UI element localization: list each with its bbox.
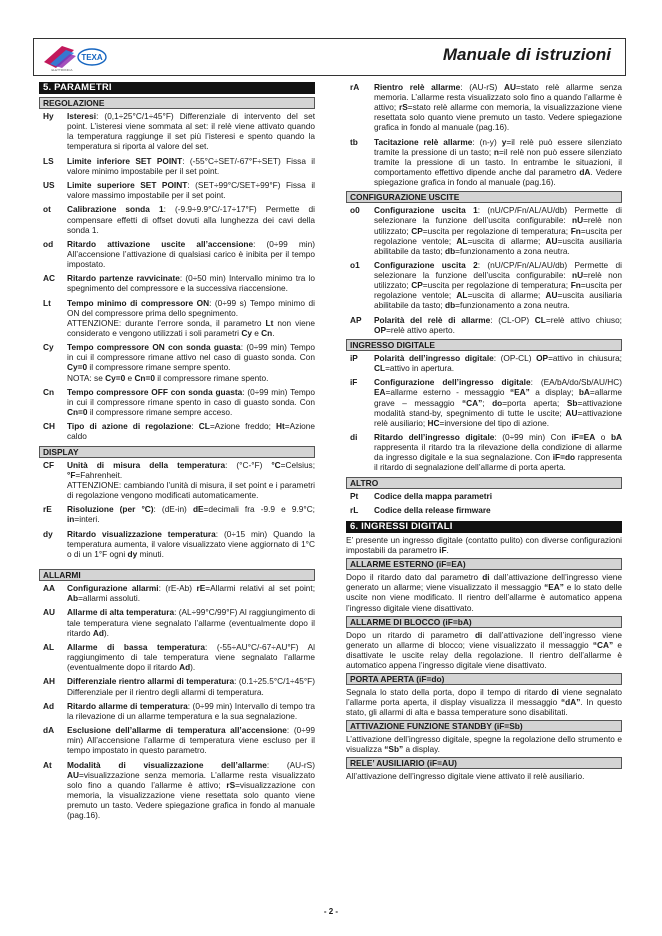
param-hy: Hy Isteresi: (0,1÷25°C/1÷45°F) Differenziale di intervento del set point. L’isteresi viene sommata al set: il relè viene attivato quando la temperatura raggiunge il set più l’isteresi e spento quando la temperatura si riporta al valore del set. bbox=[43, 111, 315, 152]
block-ba-text: Dopo un ritardo di parametro di dall’attivazione dell’ingresso viene generato un allarme di blocco; viene visualizzato il messaggio “CA” e disattivate le uscite relay della regolazione. Il rientro dell’allarme è automatico appena l’ingresso digitale viene disattivato. bbox=[346, 629, 623, 670]
param-ac: AC Ritardo partenze ravvicinate: (0÷50 min) Intervallo minimo tra lo spegnimento del compressore e la successiva riaccensione. bbox=[43, 273, 315, 294]
svg-text:TEXA: TEXA bbox=[81, 53, 103, 62]
param-at: At Modalità di visualizzazione dell’allarme: (AU-rS) AU=visualizzazione senza memoria. L’allarme resta visualizzato solo fino a quando l’allarme è attivo; rS=visualizzazione con memoria, la visualizzazione viene resettata solo quanto viene premuto un tasto. Vedere spiegazione grafica in fondo al manuale (pag.16). bbox=[43, 759, 315, 821]
block-ea-text: Dopo il ritardo dato dal parametro di dall’attivazione dell’ingresso viene generato un allarme; viene visualizzato il messaggio “EA” e lo stato delle uscite non viene modificato. Il rientro dell’allarme è automatico appena l’ingresso digitale viene disattivato. bbox=[346, 572, 622, 613]
page-header bbox=[33, 38, 626, 76]
svg-text:ELETTRONICA: ELETTRONICA bbox=[51, 68, 73, 72]
param-aa: AA Configurazione allarmi: (rE-Ab) rE=Allarmi relativi al set point; Ab=allarmi assoluti. bbox=[43, 583, 316, 604]
param-ls: LS Limite inferiore SET POINT: (-55°C÷SET/-67°F÷SET) Fissa il valore minimo impostabile per il set point. bbox=[43, 155, 315, 176]
left-column bbox=[39, 82, 315, 824]
param-cn: Cn Tempo compressore OFF con sonda guasta: (0÷99 min) Tempo in cui il compressore rimane spento in caso di guasto sonda. Con Cn=0 il compressore rimane sempre acceso. bbox=[43, 386, 315, 418]
param-ap: AP Polarità del relè di allarme: (CL-OP) CL=relè attivo chiuso; OP=relè attivo aperto. bbox=[350, 314, 622, 335]
param-cf: CF Unità di misura della temperatura: (°C-°F) °C=Celsius; °F=Fahrenheit. ATTENZIONE: cambiando l’unità di misura, il set point e i parametri di regolazione vengono modificati automaticamente. bbox=[43, 459, 316, 500]
section-5-title: 5. PARAMETRI bbox=[39, 82, 315, 94]
subsection-conf-uscite: CONFIGURAZIONE USCITE bbox=[346, 191, 622, 203]
subsection-altro: ALTRO bbox=[346, 477, 622, 489]
param-rl: rL Codice della release firmware bbox=[350, 504, 491, 515]
block-au-text: All’attivazione dell’ingresso digitale viene attivato il relè ausiliario. bbox=[346, 771, 585, 782]
section-6-intro: E’ presente un ingresso digitale (contatto pulito) con diverse configurazioni impostabili da parametro iF. bbox=[346, 535, 622, 556]
param-o1: o1 Configurazione uscita 2: (nU/CP/Fn/AL/AU/db) Permette di selezionare la funzione dell’uscita configurabile: nU=relè non utilizzato; CP=uscita per regolazione di temperatura; Fn=uscita per regolazione ventole; AL=uscita di allarme; AU=uscita ausiliaria abilitabile da tasto; db=funzionamento a zona neutra. bbox=[350, 259, 622, 311]
param-au: AU Allarme di alta temperatura: (AL÷99°C/99°F) Al raggiungimento di tale temperatura viene segnalato l’allarme (eventualmente dopo il ritardo Ad). bbox=[43, 607, 315, 638]
texa-logo bbox=[40, 42, 110, 72]
param-al: AL Allarme di bassa temperatura: (-55÷AU°C/-67÷AU°F) Al raggiungimento di tale temperatura viene segnalato l’allarme (eventualmente dopo il ritardo Ad). bbox=[43, 641, 315, 673]
param-da: dA Esclusione dell’allarme di temperatura all’accensione: (0÷99 min) All’accensione l’allarme di temperatura viene escluso per il tempo impostato in questo parametro. bbox=[43, 725, 315, 756]
param-ot: ot Calibrazione sonda 1: (-9.9÷9.9°C/-17÷17°F) Permette di compensare effetti di offset dovuti alla lunghezza dei cavi della sonda 1. bbox=[43, 204, 315, 235]
subsection-display: DISPLAY bbox=[39, 446, 315, 458]
param-ch: CH Tipo di azione di regolazione: CL=Azione freddo; Ht=Azione caldo bbox=[43, 421, 316, 442]
param-o0: o0 Configurazione uscita 1: (nU/CP/Fn/AL/AU/db) Permette di selezionare la funzione dell’uscita configurabile: nU=relè non utilizzato; CP=uscita per regolazione di temperatura; Fn=uscita per regolazione ventole; AL=uscita di allarme; AU=uscita ausiliaria abilitabile da tasto; db=funzionamento a zona neutra. bbox=[350, 205, 622, 256]
subsection-ingresso-digitale: INGRESSO DIGITALE bbox=[346, 339, 622, 351]
param-lt: Lt Tempo minimo di compressore ON: (0÷99 s) Tempo minimo di ON del compressore prima dello spegnimento. ATTENZIONE: durante l’errore sonda, il parametro Lt non viene considerato e vengono utilizzati i soli parametri Cy e Cn. bbox=[43, 297, 315, 338]
param-di: di Ritardo dell’ingresso digitale: (0÷99 min) Con iF=EA o bA rappresenta il ritardo tra la rilevazione della condizione di allarme da ingresso digitale e la sua segnalazione. Con iF=do rappresenta il ritardo di segnalazione dell’allarme di porta aperta. bbox=[350, 432, 622, 473]
block-do-title: PORTA APERTA (iF=do) bbox=[346, 673, 622, 685]
block-ba-title: ALLARME DI BLOCCO (iF=bA) bbox=[346, 616, 622, 628]
param-tb: tb Tacitazione relè allarme: (n-y) y=il relè può essere silenziato tramite la pressione di un tasto; n=il relè non può essere silenziato tramite la pressione di un tasto. In entrambe le situazioni, il comportamento effettivo dipende anche dal parametro dA. Vedere spiegazione grafica in fondo al manuale (pag.16). bbox=[350, 136, 623, 188]
param-ip: iP Polarità dell’ingresso digitale: (OP-CL) OP=attivo in chiusura; CL=attivo in apertura. bbox=[350, 353, 622, 374]
block-sb-text: L’attivazione dell’ingresso digitale, spegne la regolazione dello strumento e visualizza “Sb” a display. bbox=[346, 734, 622, 755]
subsection-regolazione: REGOLAZIONE bbox=[39, 97, 315, 109]
subsection-allarmi: ALLARMI bbox=[39, 569, 315, 581]
param-ra: rA Rientro relè allarme: (AU-rS) AU=stato relè allarme senza memoria. L’allarme resta visualizzato solo fino a quando l’allarme è attivo; rS=stato relè allarme con memoria, la visualizzazione viene resettata solo quanto viene premuto un tasto. Vedere spiegazione grafica in fondo al manuale (pag.16). bbox=[350, 82, 622, 133]
param-cy: Cy Tempo compressore ON con sonda guasta: (0÷99 min) Tempo in cui il compressore rimane attivo nel caso di guasto sonda. Con Cy=0 il compressore rimane sempre spento. NOTA: se Cy=0 e Cn=0 il compressore rimane spento. bbox=[43, 342, 316, 383]
block-sb-title: ATTIVAZIONE FUNZIONE STANDBY (iF=Sb) bbox=[346, 720, 622, 732]
param-pt: Pt Codice della mappa parametri bbox=[350, 490, 493, 501]
block-au-title: RELE’ AUSILIARIO (iF=AU) bbox=[346, 757, 622, 769]
section-6-title: 6. INGRESSI DIGITALI bbox=[346, 521, 622, 533]
block-ea-title: ALLARME ESTERNO (iF=EA) bbox=[346, 558, 622, 570]
param-ad: Ad Ritardo allarme di temperatura: (0÷99 min) Intervallo di tempo tra la rilevazione di un allarme temperatura e la sua segnalazione. bbox=[43, 700, 315, 721]
param-us: US Limite superiore SET POINT: (SET÷99°C/SET÷99°F) Fissa il valore massimo impostabile per il set point. bbox=[43, 180, 315, 201]
param-od: od Ritardo attivazione uscite all’accensione: (0÷99 min) All’accensione l’attivazione di qualsiasi carico è inibita per il tempo impostato. bbox=[43, 238, 315, 270]
param-if: iF Configurazione dell’ingresso digitale: (EA/bA/do/Sb/AU/HC) EA=allarme esterno - messaggio “EA” a display; bA=allarme grave – messaggio “CA”; do=porta aperta; Sb=attivazione modalità stand-by, spegnimento di tutte le uscite; AU=attivazione relè ausiliario; HC=inversione del tipo di azione. bbox=[350, 377, 622, 428]
block-do-text: Segnala lo stato della porta, dopo il tempo di ritardo di viene segnalato l’allarme porta aperta, il display visualizza il messaggio “dA”. In questo stato, gli allarmi di alta e bassa temperature sono disabilitati. bbox=[346, 687, 622, 718]
param-ah: AH Differenziale rientro allarmi di temperatura: (0.1÷25.5°C/1÷45°F) Differenziale per il rientro degli allarmi di temperatura. bbox=[43, 676, 315, 697]
page-number: - 2 - bbox=[323, 907, 339, 916]
right-column bbox=[346, 82, 622, 784]
document-title: Manuale di istruzioni bbox=[442, 45, 611, 64]
param-re: rE Risoluzione (per °C): (dE-in) dE=decimali fra -9.9 e 9.9°C; in=interi. bbox=[43, 504, 315, 525]
param-dy: dy Ritardo visualizzazione temperatura: (0÷15 min) Quando la temperatura aumenta, il valore visualizzato viene aggiornato di 1°C o di un 1°F ogni dy minuti. bbox=[43, 528, 315, 559]
